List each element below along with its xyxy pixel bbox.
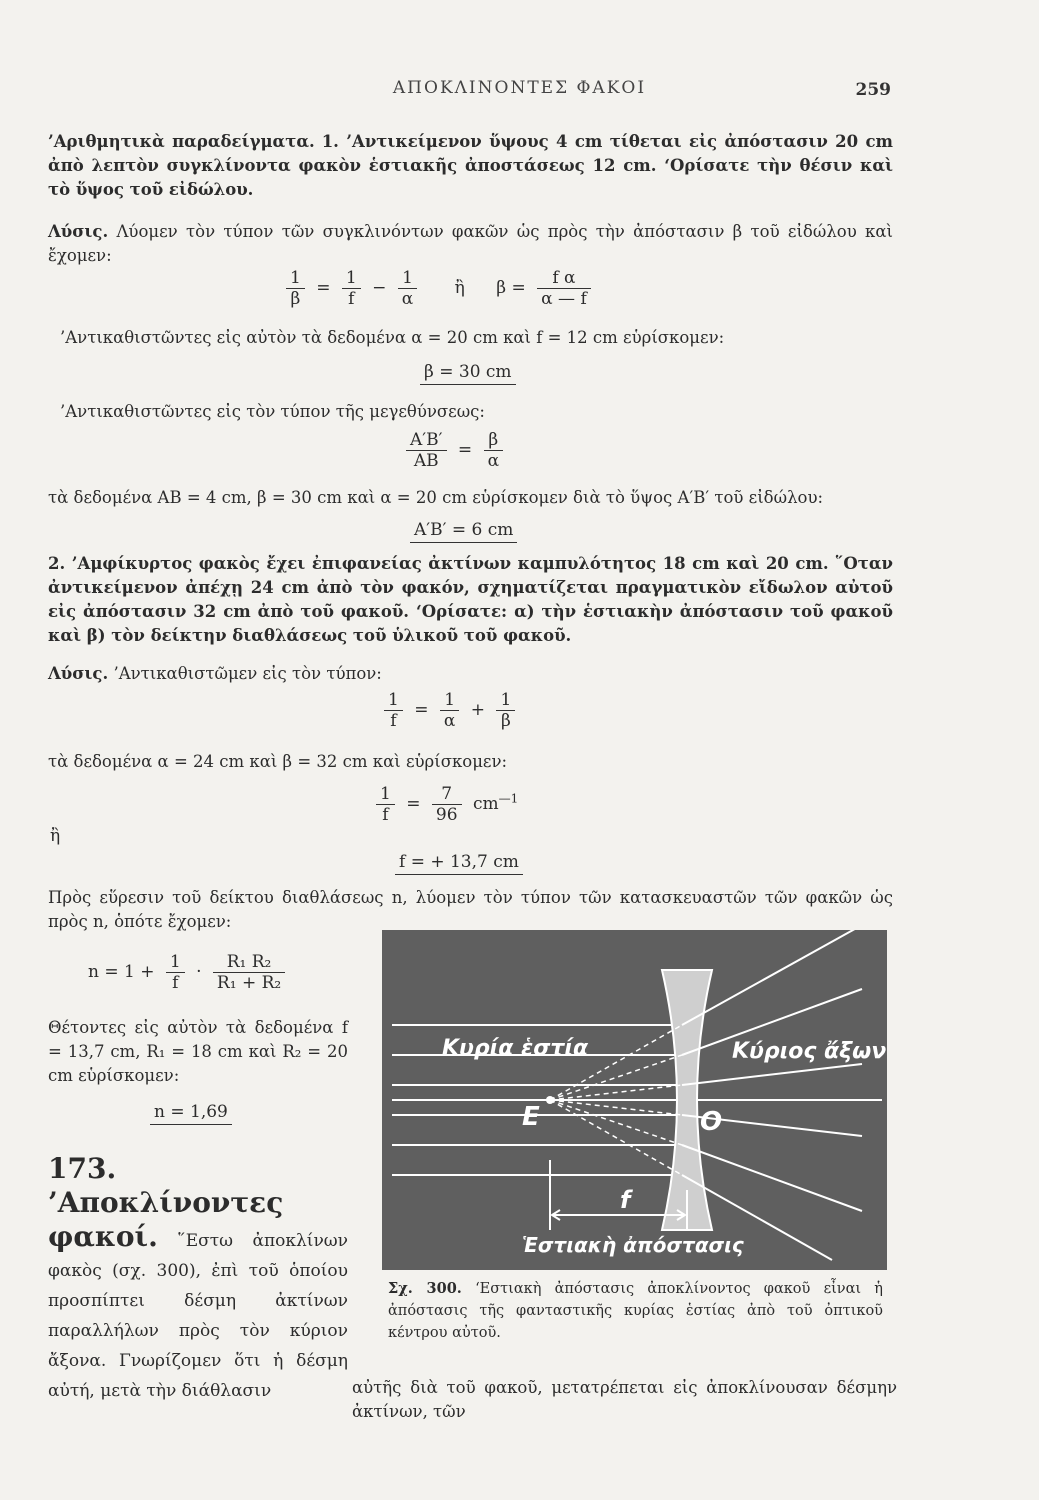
example-1-text: 1. ’Αντικείμενον ὕψους 4 cm τίθεται εἰς ἀπόστασιν 20 cm ἀπὸ λεπτὸν συγκλίνοντα φακὸν ἑστιακῆς ἀποστάσεως 12 cm. ‘Ορίσατε τὴν θέσιν καὶ τὸ ὕψος τοῦ εἰδώλου. (48, 132, 894, 199)
solution-label: Λύσις. (48, 664, 109, 683)
label-distance: Ἑστιακὴ ἀπόστασις (522, 1233, 744, 1257)
example-1-solution (48, 220, 893, 268)
example-1 (48, 130, 893, 202)
label-focus: Κυρία ἑστία (442, 1036, 589, 1061)
substitution-2: ’Αντικαθιστῶντες εἰς τὸν τύπον τῆς μεγεθύνσεως: (60, 402, 485, 421)
section-173 (48, 1152, 348, 1406)
substitution-6: Θέτοντες εἰς αὐτὸν τὰ δεδομένα f = 13,7 cm, R₁ = 18 cm καὶ R₂ = 20 cm εὑρίσκομεν: (48, 1018, 348, 1085)
diverging-lens-diagram (382, 930, 887, 1270)
figure-300 (382, 930, 887, 1270)
substitution-1: ’Αντικαθιστῶντες εἰς αὐτὸν τὰ δεδομένα α = 20 cm καὶ f = 12 cm εὑρίσκομεν: (60, 328, 725, 347)
section-title: ’Αποκλίνοντες φακοί. (48, 1186, 284, 1253)
section-number: 173. (48, 1152, 117, 1185)
label-axis: Κύριος ἄξων (732, 1039, 887, 1064)
focal-equation: $\frac{1}{f}$ = $\frac{7}{96}$ $cm^{—1}$ (370, 784, 518, 825)
page-number: 259 (855, 80, 891, 100)
lensmaker-equation: n = 1 + $\frac{1}{f}$ · $\frac{\text{R₁ R₂}}{\text{R₁ + R₂}}$ (88, 952, 291, 993)
caption-number: Σχ. 300. (388, 1280, 462, 1297)
running-header: ΑΠΟΚΛΙΝΟΝΤΕΣ ΦΑΚΟΙ (392, 78, 647, 98)
label-f: f (620, 1186, 631, 1214)
lens-equation-2: $\frac{1}{f}$ = $\frac{1}{\alpha}$ + $\frac{1}{\beta}$ (378, 690, 521, 731)
result-image-height: A′B′ = 6 cm (410, 520, 517, 540)
figure-caption (388, 1278, 883, 1344)
result-beta: β = 30 cm (420, 362, 516, 382)
example-2-text: 2. ’Αμφίκυρτος φακὸς ἔχει ἐπιφανείας ἀκτίνων καμπυλότητος 18 cm καὶ 20 cm. ῞Οταν ἀντικείμενον ἀπέχῃ 24 cm ἀπὸ τὸν φακόν, σχηματίζεται πραγματικὸν εἴδωλον αὐτοῦ εἰς ἀπόστασιν 32 cm ἀπὸ τοῦ φακοῦ. ‘Ορίσατε: α) τὴν ἑστιακὴν ἀπόστασιν τοῦ φακοῦ καὶ β) τὸν δείκτην διαθλάσεως τοῦ ὑλικοῦ τοῦ φακοῦ. (48, 554, 893, 645)
label-E: E (522, 1102, 540, 1132)
lens-equation-1: $\frac{1}{\beta}$ = $\frac{1}{f}$ − $\frac{1}{\alpha}$ ἢ β = $\frac{\text{f α}}{\alpha — f}$ (280, 268, 597, 309)
solution-text: ’Αντικαθιστῶμεν εἰς τὸν τύπον: (113, 664, 382, 683)
example-2-solution (48, 662, 893, 686)
focus-point (546, 1096, 554, 1104)
result-index: n = 1,69 (150, 1102, 232, 1122)
result-focal: f = + 13,7 cm (395, 852, 523, 872)
solution-text: Λύομεν τὸν τύπον τῶν συγκλινόντων φακῶν ὡς πρὸς τὴν ἀπόστασιν β τοῦ εἰδώλου καὶ ἔχομεν: (48, 222, 893, 265)
magnification-equation: $\frac{A'B'}{AB}$ = $\frac{\beta}{\alpha}$ (400, 430, 509, 471)
or-word: ἢ (50, 826, 61, 846)
label-O: O (700, 1107, 723, 1137)
section-text-narrow: ῞Εστω ἀποκλίνων φακὸς (σχ. 300), ἐπὶ τοῦ ὁποίου προσπίπτει δέσμη ἀκτίνων παραλλήλων πρὸς τὸν κύριον ἄξονα. Γνωρίζομεν ὅτι ἡ δέσμη αὐτή, μετὰ τὴν διάθλασιν (48, 1231, 349, 1401)
substitution-3: τὰ δεδομένα AB = 4 cm, β = 30 cm καὶ α = 20 cm εὑρίσκομεν διὰ τὸ ὕψος A′B′ τοῦ εἰδώλου: (48, 488, 824, 507)
substitution-4: τὰ δεδομένα α = 24 cm καὶ β = 32 cm καὶ εὑρίσκομεν: (48, 752, 508, 771)
caption-text: ‘Εστιακὴ ἀπόστασις ἀποκλίνοντος φακοῦ εἶναι ἡ ἀπόστασις τῆς φανταστικῆς κυρίας ἑστίας ἀπὸ τοῦ ὀπτικοῦ κέντρου αὐτοῦ. (388, 1281, 883, 1341)
examples-title: ’Αριθμητικὰ παραδείγματα. (48, 132, 315, 151)
solution-label: Λύσις. (48, 222, 109, 241)
substitution-5: Πρὸς εὕρεσιν τοῦ δείκτου διαθλάσεως n, λύομεν τὸν τύπον τῶν κατασκευαστῶν τῶν φακῶν ὡς πρὸς n, ὁπότε ἔχομεν: (48, 888, 893, 931)
section-text-full: αὐτῆς διὰ τοῦ φακοῦ, μετατρέπεται εἰς ἀποκλίνουσαν δέσμην ἀκτίνων, τῶν (352, 1378, 897, 1421)
